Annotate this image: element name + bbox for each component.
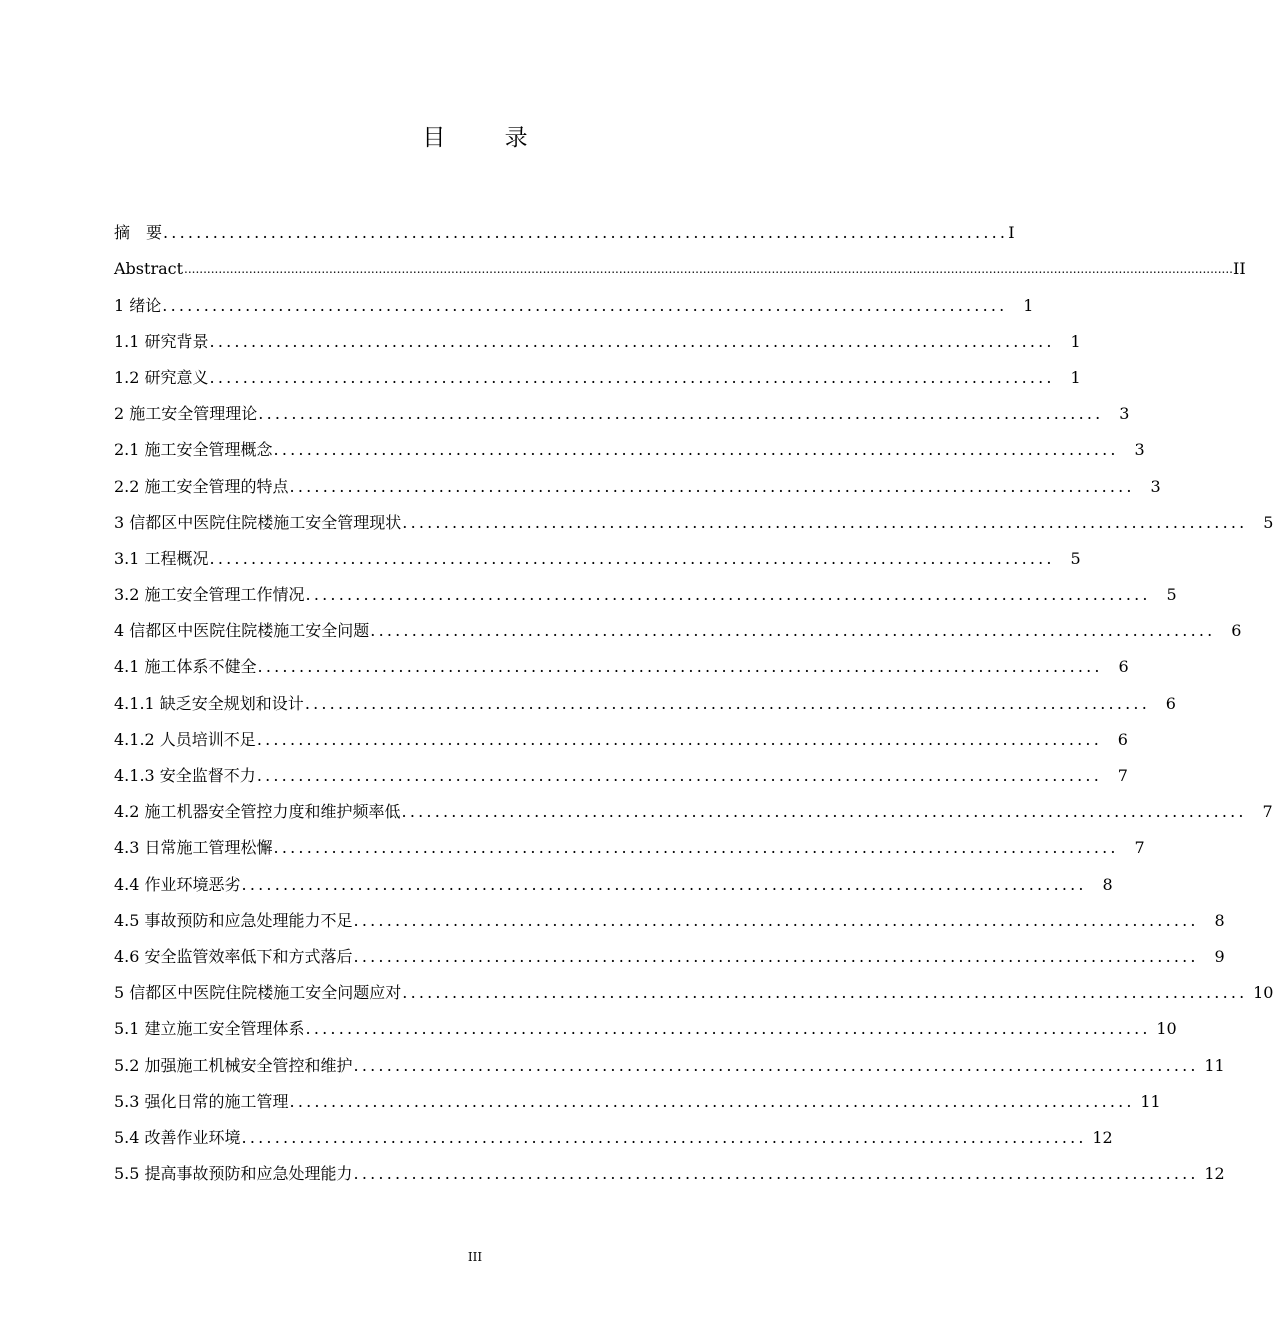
toc-dot-leader: ...................................................................................................... bbox=[304, 693, 1150, 713]
toc-entry-label: 4.4 作业环境恶劣 bbox=[114, 874, 241, 894]
toc-entry-label: 2 施工安全管理理论 bbox=[114, 404, 258, 424]
toc-entry[interactable] bbox=[114, 823, 1145, 859]
toc-dot-leader: ...................................................................................................... bbox=[353, 910, 1199, 930]
toc-entry-page: 7 bbox=[1134, 838, 1145, 858]
toc-entry[interactable] bbox=[114, 642, 1129, 678]
toc-entry-label: 4.2 施工机器安全管控力度和维护频率低 bbox=[114, 802, 401, 822]
toc-entry-page: 6 bbox=[1118, 657, 1129, 677]
toc-entry-label: 4.1.2 人员培训不足 bbox=[114, 729, 256, 749]
toc-entry[interactable] bbox=[114, 280, 1034, 316]
toc-entry-label: 3 信都区中医院住院楼施工安全管理现状 bbox=[114, 512, 402, 532]
toc-entry-label: 4 信都区中医院住院楼施工安全问题 bbox=[114, 621, 370, 641]
toc-dot-leader: ...................................................................................................... bbox=[305, 1019, 1151, 1039]
toc-dot-leader: ...................................................................................................... bbox=[258, 404, 1104, 424]
toc-entry-page: 1 bbox=[1023, 295, 1034, 315]
toc-entry[interactable] bbox=[114, 1077, 1161, 1113]
toc-dot-leader: ...................................................................................................... bbox=[370, 621, 1216, 641]
toc-entry[interactable] bbox=[114, 859, 1113, 895]
toc-entry-page: II bbox=[1233, 259, 1246, 279]
footer-page-number: III bbox=[467, 1250, 483, 1264]
toc-dot-leader: ................................................................................................................................................................................................................................................................................... bbox=[184, 262, 1233, 277]
toc-entry-page: 1 bbox=[1070, 367, 1081, 387]
toc-entry-page: 5 bbox=[1166, 585, 1177, 605]
toc-entry-page: 8 bbox=[1214, 910, 1225, 930]
toc-entry[interactable] bbox=[114, 715, 1128, 751]
toc-dot-leader: ...................................................................................................... bbox=[273, 440, 1119, 460]
toc-title: 目 录 bbox=[422, 125, 554, 151]
toc-entry-label: 4.1 施工体系不健全 bbox=[114, 657, 257, 677]
toc-dot-leader: ...................................................................................................... bbox=[402, 983, 1248, 1003]
toc-entry-page: 5 bbox=[1263, 512, 1273, 532]
toc-dot-leader: ...................................................................................................... bbox=[289, 476, 1135, 496]
toc-entry-page: 3 bbox=[1119, 404, 1130, 424]
toc-entry-page: 6 bbox=[1231, 621, 1242, 641]
toc-entry-abstract-en[interactable] bbox=[114, 244, 1246, 280]
toc-dot-leader: ...................................................................................................... bbox=[353, 1164, 1199, 1184]
toc-list bbox=[114, 208, 1273, 1185]
toc-dot-leader: ...................................................................................................... bbox=[401, 802, 1247, 822]
toc-entry-page: 8 bbox=[1102, 874, 1113, 894]
toc-entry-label: Abstract bbox=[114, 259, 184, 279]
toc-entry[interactable] bbox=[114, 678, 1176, 714]
toc-entry-page: 3 bbox=[1134, 440, 1145, 460]
toc-entry-page: 9 bbox=[1214, 946, 1225, 966]
toc-dot-leader: ...................................................................................................... bbox=[273, 838, 1119, 858]
toc-entry[interactable] bbox=[114, 896, 1225, 932]
toc-entry-label: 5.4 改善作业环境 bbox=[114, 1127, 241, 1147]
toc-entry-page: 6 bbox=[1165, 693, 1176, 713]
toc-entry-label: 2.1 施工安全管理概念 bbox=[114, 440, 273, 460]
toc-entry-page: 1 bbox=[1070, 331, 1081, 351]
toc-entry[interactable] bbox=[114, 425, 1145, 461]
toc-entry[interactable] bbox=[114, 461, 1161, 497]
toc-entry[interactable] bbox=[114, 534, 1081, 570]
toc-entry-page: 7 bbox=[1262, 802, 1273, 822]
toc-dot-leader: ...................................................................................................... bbox=[163, 223, 1009, 243]
toc-entry[interactable] bbox=[114, 787, 1273, 823]
toc-entry[interactable] bbox=[114, 751, 1128, 787]
toc-dot-leader: ...................................................................................................... bbox=[353, 946, 1199, 966]
toc-dot-leader: ...................................................................................................... bbox=[162, 295, 1008, 315]
toc-entry-label: 1.2 研究意义 bbox=[114, 367, 209, 387]
toc-entry[interactable] bbox=[114, 389, 1130, 425]
toc-entry-label: 5 信都区中医院住院楼施工安全问题应对 bbox=[114, 983, 402, 1003]
toc-entry-label: 1 绪论 bbox=[114, 295, 162, 315]
toc-entry-page: 10 bbox=[1253, 983, 1273, 1003]
toc-entry-label: 4.1.1 缺乏安全规划和设计 bbox=[114, 693, 304, 713]
toc-entry-label: 1.1 研究背景 bbox=[114, 331, 209, 351]
toc-dot-leader: ...................................................................................................... bbox=[209, 548, 1055, 568]
toc-entry[interactable] bbox=[114, 498, 1273, 534]
toc-entry-page: 5 bbox=[1070, 548, 1081, 568]
toc-entry-page: 7 bbox=[1117, 766, 1128, 785]
toc-entry-label: 5.2 加强施工机械安全管控和维护 bbox=[114, 1055, 353, 1075]
toc-entry-label: 3.2 施工安全管理工作情况 bbox=[114, 585, 305, 605]
toc-entry[interactable] bbox=[114, 1004, 1177, 1040]
toc-entry[interactable] bbox=[114, 1113, 1113, 1149]
toc-entry[interactable] bbox=[114, 317, 1081, 353]
toc-dot-leader: ...................................................................................................... bbox=[241, 874, 1087, 894]
toc-entry[interactable] bbox=[114, 606, 1242, 642]
toc-entry-label: 5.1 建立施工安全管理体系 bbox=[114, 1019, 305, 1039]
toc-entry-label: 3.1 工程概况 bbox=[114, 548, 209, 568]
toc-entry-page: I bbox=[1008, 223, 1015, 243]
toc-entry-page: 12 bbox=[1092, 1127, 1113, 1147]
toc-entry[interactable] bbox=[114, 1149, 1225, 1185]
toc-entry[interactable] bbox=[114, 968, 1273, 1004]
toc-dot-leader: ...................................................................................................... bbox=[402, 512, 1248, 532]
toc-entry-label: 4.1.3 安全监督不力 bbox=[114, 766, 256, 785]
toc-dot-leader: ...................................................................................................... bbox=[209, 367, 1055, 387]
toc-entry-page: 6 bbox=[1117, 729, 1128, 749]
toc-entry-page: 10 bbox=[1156, 1019, 1177, 1039]
toc-entry-label: 摘 要 bbox=[114, 223, 163, 243]
toc-entry-label: 5.3 强化日常的施工管理 bbox=[114, 1091, 289, 1111]
toc-dot-leader: ...................................................................................................... bbox=[289, 1091, 1135, 1111]
toc-dot-leader: ...................................................................................................... bbox=[257, 657, 1103, 677]
toc-entry[interactable] bbox=[114, 570, 1177, 606]
toc-entry-page: 11 bbox=[1140, 1091, 1161, 1111]
toc-entry-page: 11 bbox=[1204, 1055, 1225, 1075]
toc-dot-leader: ...................................................................................................... bbox=[241, 1127, 1087, 1147]
toc-dot-leader: ...................................................................................................... bbox=[256, 766, 1102, 785]
toc-entry-abstract-cn[interactable] bbox=[114, 208, 1015, 244]
toc-dot-leader: ...................................................................................................... bbox=[256, 729, 1102, 749]
toc-entry-page: 12 bbox=[1204, 1164, 1225, 1184]
toc-entry[interactable] bbox=[114, 1040, 1225, 1076]
toc-entry-label: 4.6 安全监管效率低下和方式落后 bbox=[114, 946, 353, 966]
toc-dot-leader: ...................................................................................................... bbox=[353, 1055, 1199, 1075]
toc-entry-label: 5.5 提高事故预防和应急处理能力 bbox=[114, 1164, 353, 1184]
toc-entry-label: 4.3 日常施工管理松懈 bbox=[114, 838, 273, 858]
toc-entry-label: 4.5 事故预防和应急处理能力不足 bbox=[114, 910, 353, 930]
toc-entry-label: 2.2 施工安全管理的特点 bbox=[114, 476, 289, 496]
toc-entry-page: 3 bbox=[1150, 476, 1161, 496]
toc-entry[interactable] bbox=[114, 353, 1081, 389]
toc-entry[interactable] bbox=[114, 932, 1225, 968]
toc-dot-leader: ...................................................................................................... bbox=[209, 331, 1055, 351]
toc-dot-leader: ...................................................................................................... bbox=[305, 585, 1151, 605]
